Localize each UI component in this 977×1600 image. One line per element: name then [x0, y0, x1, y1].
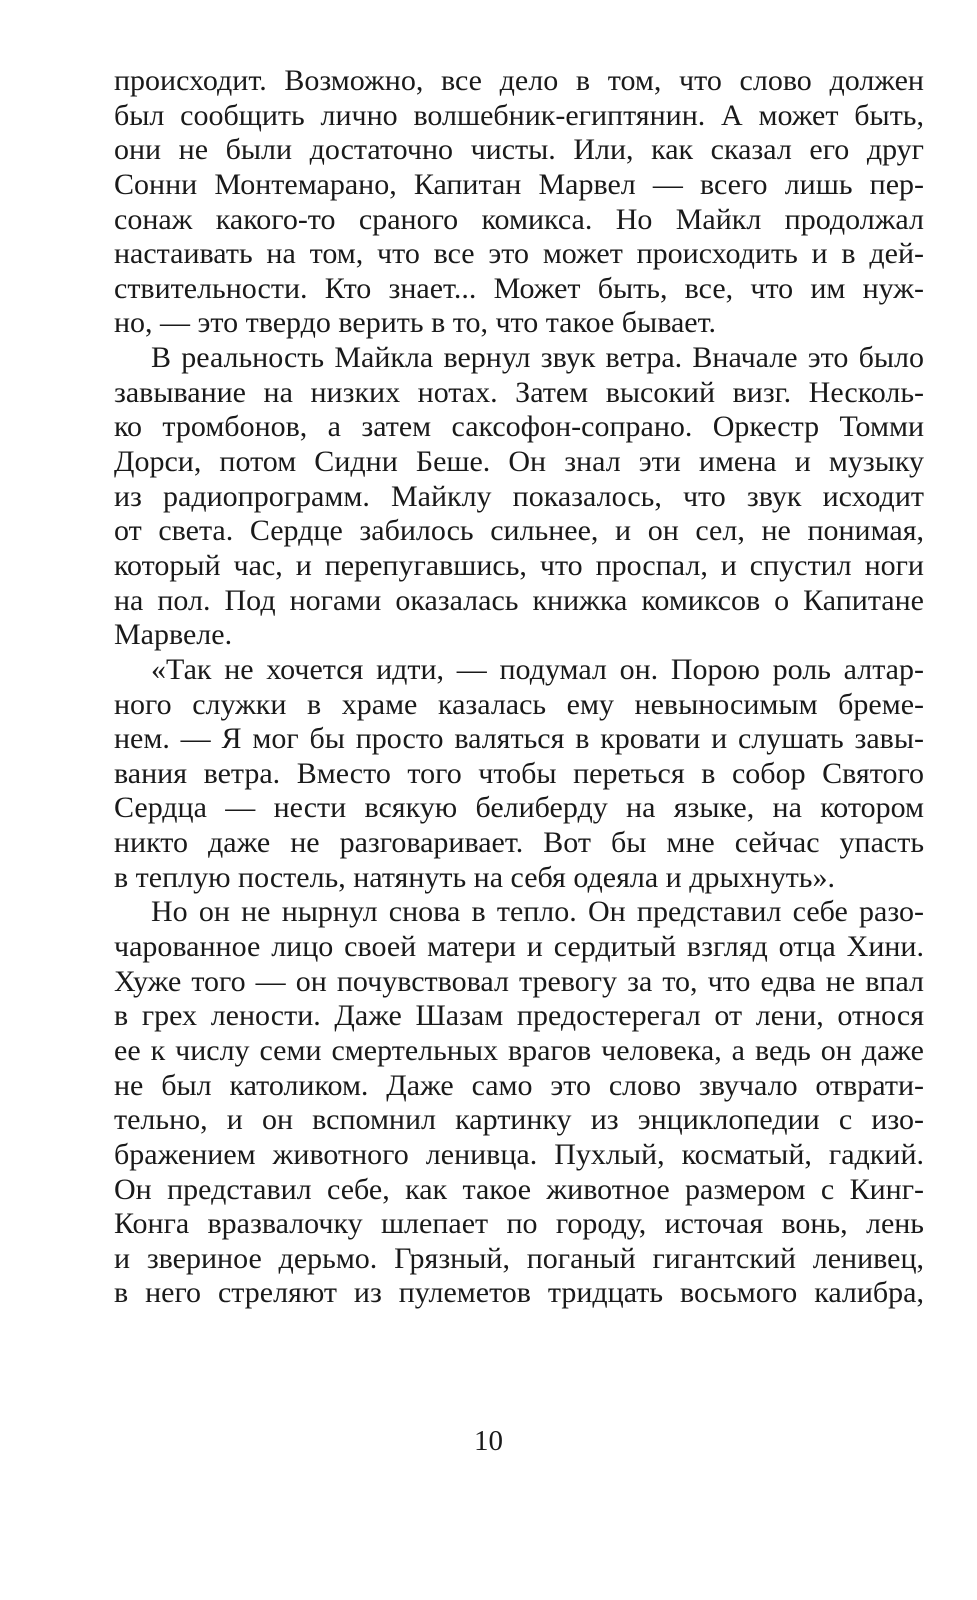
text-line: Он представил себе, как такое животное размером с Кинг- — [114, 1172, 924, 1206]
text-line: на пол. Под ногами оказалась книжка комиксов о Капитане — [114, 583, 924, 617]
text-line: Хуже того — он почувствовал тревогу за то, что едва не впал — [114, 964, 924, 998]
text-line: в теплую постель, натянуть на себя одеяла и дрыхнуть». — [114, 860, 835, 894]
text-line: Конга вразвалочку шлепает по городу, источая вонь, лень — [114, 1207, 924, 1241]
text-line: от света. Сердце забилось сильнее, и он сел, не понимая, — [114, 514, 924, 548]
text-line: никто даже не разговаривает. Вот бы мне сейчас упасть — [114, 826, 924, 860]
text-line: настаивать на том, что все это может происходить и в дей- — [114, 237, 924, 271]
text-line: бражением животного ленивца. Пухлый, косматый, гадкий. — [114, 1137, 924, 1171]
text-line: Сонни Монтемарано, Капитан Марвел — всего лишь пер- — [114, 167, 924, 201]
text-line: «Так не хочется идти, — подумал он. Порою роль алтар- — [151, 652, 924, 686]
text-line: В реальность Майкла вернул звук ветра. Вначале это было — [151, 341, 924, 375]
text-line: Дорси, потом Сидни Беше. Он знал эти имена и музыку — [114, 445, 924, 479]
text-line: ствительности. Кто знает... Может быть, все, что им нуж- — [114, 271, 924, 305]
text-line: был сообщить лично волшебник-египтянин. А может быть, — [114, 98, 924, 132]
text-line: ного служки в храме казалась ему невыносимым бреме- — [114, 687, 924, 721]
text-line: из радиопрограмм. Майклу показалось, что звук исходит — [114, 479, 924, 513]
text-line: Сердца — нести всякую белиберду на языке, на котором — [114, 791, 924, 825]
text-line: но, — это твердо верить в то, что такое бывает. — [114, 306, 716, 340]
text-line: в него стреляют из пулеметов тридцать восьмого калибра, — [114, 1276, 924, 1310]
text-line: они не были достаточно чисты. Или, как сказал его друг — [114, 133, 924, 167]
text-line: тельно, и он вспомнил картинку из энциклопедии с изо- — [114, 1103, 924, 1137]
text-body — [114, 64, 924, 1311]
text-line: нем. — Я мог бы просто валяться в кровати и слушать завы- — [114, 722, 924, 756]
text-line: Но он не нырнул снова в тепло. Он представил себе разо- — [151, 895, 924, 929]
text-line: ко тромбонов, а затем саксофон-сопрано. Оркестр Томми — [114, 410, 924, 444]
text-line: и звериное дерьмо. Грязный, поганый гигантский ленивец, — [114, 1241, 924, 1275]
text-line: ее к числу семи смертельных врагов человека, а ведь он даже — [114, 1033, 924, 1067]
text-line: не был католиком. Даже само это слово звучало отврати- — [114, 1068, 924, 1102]
text-line: в грех лености. Даже Шазам предостерегал от лени, относя — [114, 999, 924, 1033]
text-line: происходит. Возможно, все дело в том, что слово должен — [114, 64, 924, 97]
text-line: завывание на низких нотах. Затем высокий визг. Несколь- — [114, 375, 924, 409]
text-line: Марвеле. — [114, 618, 233, 652]
text-line: сонаж какого-то сраного комикса. Но Майкл продолжал — [114, 202, 924, 236]
page-number: 10 — [474, 1425, 503, 1457]
text-line: чарованное лицо своей матери и сердитый взгляд отца Хини. — [114, 930, 924, 964]
text-line: вания ветра. Вместо того чтобы переться в собор Святого — [114, 756, 924, 790]
text-line: который час, и перепугавшись, что проспал, и спустил ноги — [114, 548, 924, 582]
